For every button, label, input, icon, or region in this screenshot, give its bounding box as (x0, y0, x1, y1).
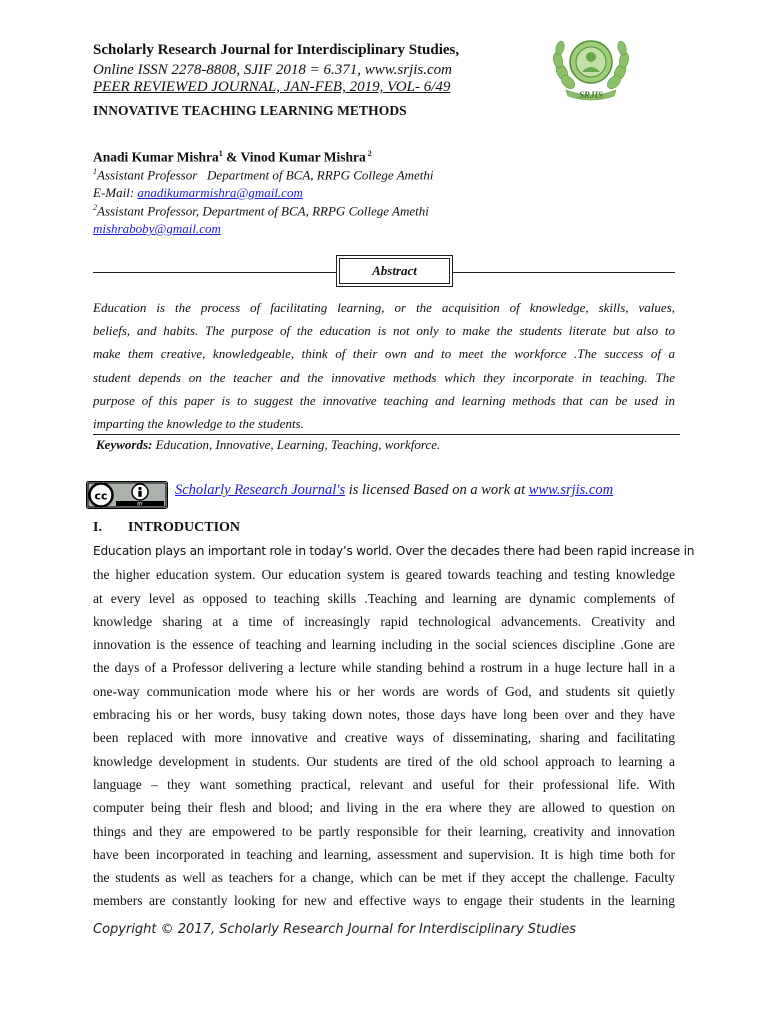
aff-1-text: Assistant Professor Department of BCA, RRPG College Amethi (97, 167, 434, 183)
license-line (175, 482, 613, 499)
body-line: language – they want something practical, relevant and useful for their professional life. With (93, 776, 675, 792)
issn-line: Online ISSN 2278-8808, SJIF 2018 = 6.371, www.srjis.com (93, 62, 452, 78)
body-line: the students as well as teachers for a change, which can be met if they accept the challenge. Faculty (93, 870, 675, 886)
journal-link[interactable]: Scholarly Research Journal's (175, 482, 346, 498)
email-link-2[interactable]: mishraboby@gmail.com (93, 221, 221, 236)
cc-badge-text: BY (137, 502, 143, 508)
svg-text:cc: cc (94, 489, 108, 503)
abstract-line: beliefs, and habits. The purpose of the education is not only to make the students literate but also to (93, 323, 675, 339)
introduction-body (93, 540, 695, 913)
abstract-rule-right (453, 272, 675, 273)
license-middle: is licensed Based on a work at (345, 482, 529, 498)
affiliation-2 (93, 203, 429, 219)
body-line: knowledge development in students. Our students are tired of the old school approach to learning a (93, 753, 675, 769)
cc-by-license-icon[interactable] (86, 481, 168, 509)
email-line-2 (93, 221, 221, 237)
abstract-rule-left (93, 272, 336, 273)
keywords-label: Keywords: (96, 437, 153, 452)
body-line: the days of a Professor delivering a lecture while standing behind a rostrum in a huge lecture hall in a (93, 660, 675, 676)
copyright-footer: Copyright © 2017, Scholarly Research Journal for Interdisciplinary Studies (93, 922, 577, 937)
body-line: knowledge sharing at a time of increasingly rapid technological advancements. Creativity and (93, 613, 675, 629)
section-heading: INTRODUCTION (128, 520, 241, 535)
body-line: have been incorporated in teaching and learning, assessment and supervision. It is high time both for (93, 846, 675, 862)
body-line: one-way communication mode where his or her words are words of God, and students sit quietly (93, 683, 675, 699)
abstract-heading-box (336, 255, 453, 287)
email-link-1[interactable]: anadikumarmishra@gmail.com (137, 185, 303, 200)
abstract-line: purpose of this paper is to suggest the innovative teaching and learning methods that can be used in (93, 392, 675, 408)
paper-title: INNOVATIVE TEACHING LEARNING METHODS (93, 103, 407, 118)
abstract-line: imparting the knowledge to the students. (93, 416, 304, 432)
keywords-line (96, 437, 440, 453)
author-separator: & (222, 149, 241, 165)
body-line: the higher education system. Our education system is geared towards teaching and testing knowledge (93, 567, 675, 583)
logo-text: SRJIS (578, 90, 604, 100)
body-line: innovation is the essence of teaching and learning including in the social sciences discipline .Gone are (93, 637, 675, 653)
keywords-rule (93, 434, 680, 435)
email-line-1 (93, 185, 303, 201)
body-line: embracing his or her words, busy taking down notes, those days have long been over and they have (93, 707, 675, 723)
srjis-site-link[interactable]: www.srjis.com (528, 482, 614, 498)
email-label: E-Mail: (93, 185, 138, 200)
affiliation-1 (93, 167, 434, 183)
srjis-logo (548, 32, 634, 104)
abstract-line: make them creative, knowledgeable, think of their own and to meet the workforce .The success of a (93, 346, 675, 362)
abstract-heading: Abstract (339, 258, 450, 284)
aff-2-sup: 2 (93, 203, 97, 212)
authors-line (93, 149, 372, 166)
body-line: at every level as opposed to teaching skills .Teaching and learning are dynamic complements of (93, 590, 675, 606)
abstract-body (93, 296, 675, 435)
aff-2-text: Assistant Professor, Department of BCA, RRPG College Amethi (97, 203, 429, 219)
author-1: Anadi Kumar Mishra (93, 149, 219, 165)
peer-reviewed-line: PEER REVIEWED JOURNAL, JAN-FEB, 2019, VOL- 6/49 (93, 79, 451, 95)
body-line: been replaced with more innovative and creative ways of disseminating, sharing and facilitating (93, 730, 675, 746)
author-2-sup: 2 (365, 149, 372, 158)
author-2: Vinod Kumar Mishra (240, 149, 366, 165)
body-line: Education plays an important role in today’s world. Over the decades there had been rapid increase in (93, 544, 695, 558)
journal-title: Scholarly Research Journal for Interdisciplinary Studies, (93, 42, 460, 58)
body-line: things and they are empowered to be partly responsible for their learning, creativity and innovation (93, 823, 675, 839)
abstract-line: student depends on the teacher and the innovative methods which they incorporate in teaching. The (93, 369, 675, 385)
abstract-line: Education is the process of facilitating learning, or the acquisition of knowledge, skills, values, (93, 300, 675, 315)
aff-1-sup: 1 (93, 167, 97, 176)
keywords-text: Education, Innovative, Learning, Teaching, workforce. (152, 437, 441, 452)
section-number: I. (93, 520, 102, 535)
body-line: members are constantly looking for new and effective ways to engage their students in the learning (93, 893, 675, 909)
author-1-sup: 1 (218, 149, 223, 158)
body-line: computer being their flesh and blood; and living in the era where they are allowed to question on (93, 800, 675, 816)
